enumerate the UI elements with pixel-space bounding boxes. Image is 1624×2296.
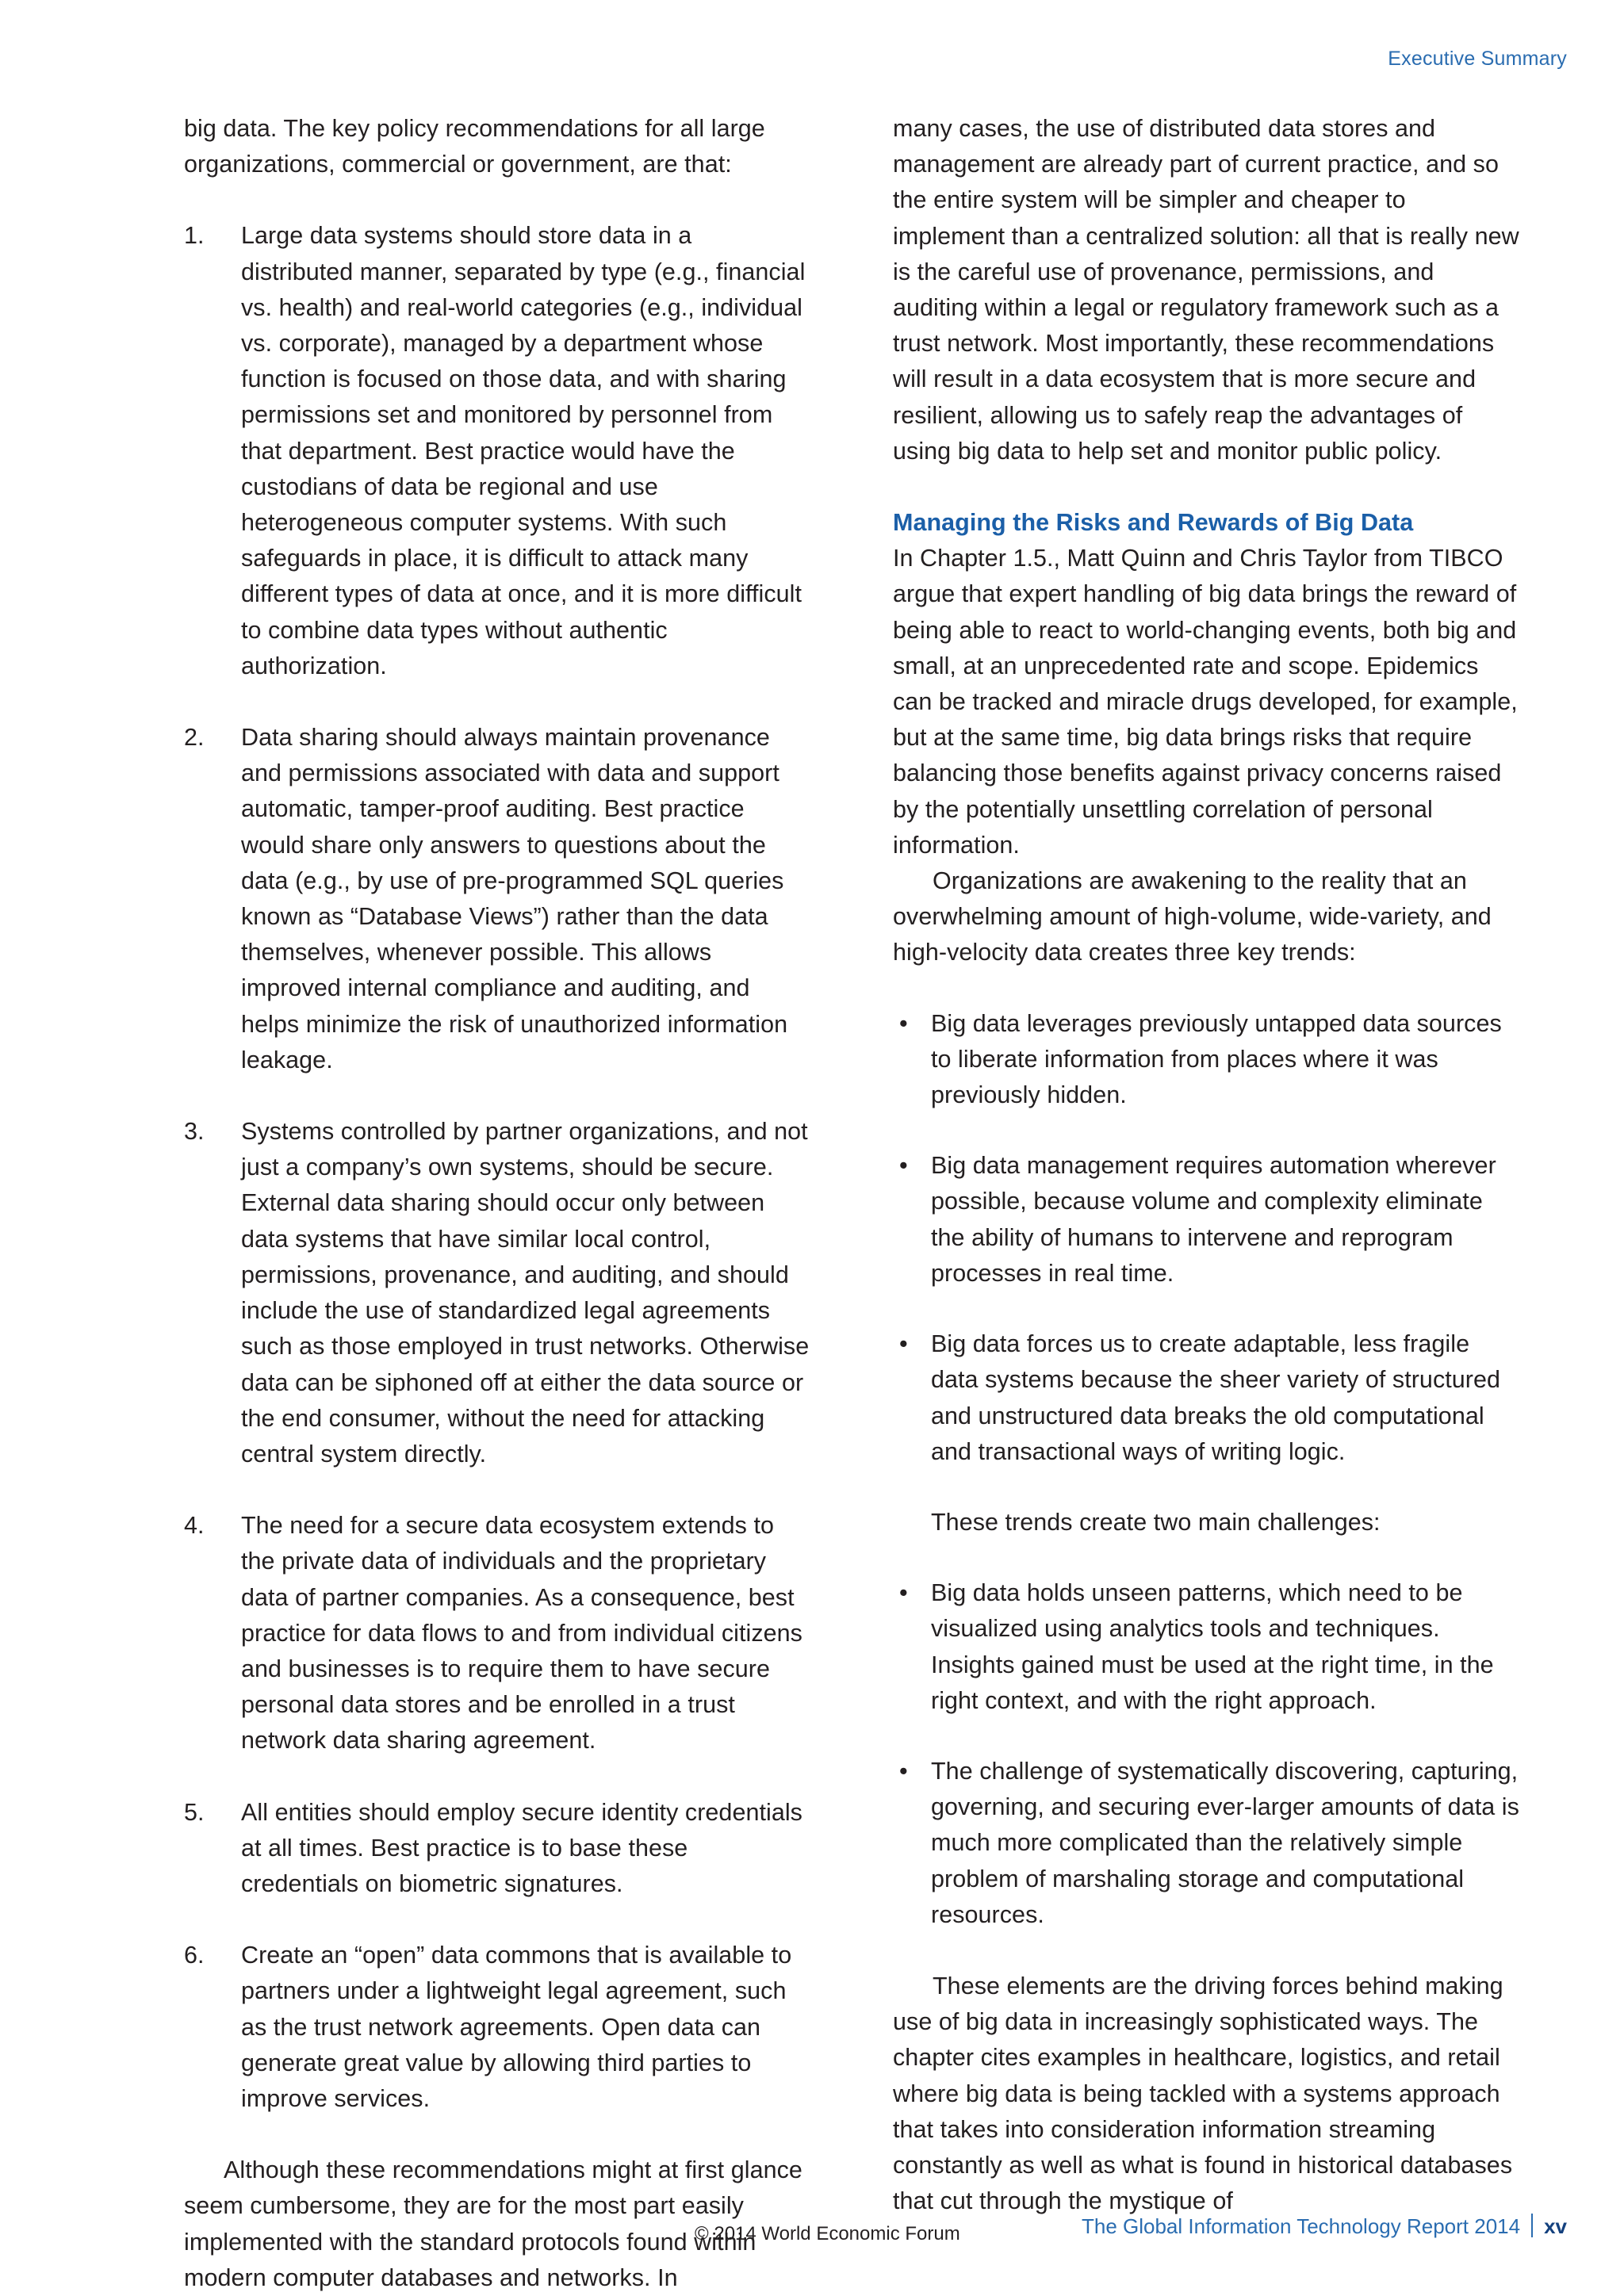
recommendation-item xyxy=(184,1795,810,1903)
challenge-text: The challenge of systematically discovering, capturing, governing, and securing ever-larger amounts of data is much more complicated than the relatively simple problem of marshaling storage and computational resources. xyxy=(931,1757,1519,1928)
trends-lead-paragraph: Organizations are awakening to the reality that an overwhelming amount of high-volume, wide-variety, and high-velocity data creates three key trends: xyxy=(893,867,1492,966)
recommendation-number: 5. xyxy=(184,1798,205,1826)
right-column xyxy=(893,111,1519,2296)
recommendation-text: Systems controlled by partner organizations, and not just a company’s own systems, should be secure. External data sharing should occur only between data systems that have similar local control, permissions, provenance, and auditing, and should include the use of standardized legal agreements such as those employed in trust networks. Otherwise data can be siphoned off at either the data source or the end consumer, without the need for attacking central system directly. xyxy=(241,1118,810,1468)
copyright-notice: © 2014 World Economic Forum xyxy=(695,2223,960,2244)
right-continuation-paragraph: many cases, the use of distributed data stores and management are already part of current practice, and so the entire system will be simpler and cheaper to implement than a centralized solution: all that is really new is the careful use of provenance, permissions, and auditing within a legal or regulatory framework such as a trust network. Most importantly, these recommendations will result in a data ecosystem that is more secure and resilient, allowing us to safely reap the advantages of using big data to help set and monitor public policy. xyxy=(893,115,1519,465)
left-closing-paragraph: Although these recommendations might at first glance seem cumbersome, they are for the most part easily implemented with the standard protocols found within modern computer databases and networks. In xyxy=(184,2156,802,2291)
trend-text: Big data leverages previously untapped data sources to liberate information from places where it was previously hidden. xyxy=(931,1009,1502,1109)
bullet-icon: • xyxy=(899,1152,908,1180)
recommendation-item xyxy=(184,218,810,684)
page-number: xv xyxy=(1544,2214,1567,2238)
recommendation-text: Data sharing should always maintain provenance and permissions associated with data and support automatic, tamper-proof auditing. Best practice would share only answers to questions about the data (e.g., by use of pre-programmed SQL queries known as “Database Views”) rather than the data themselves, whenever possible. This allows improved internal compliance and auditing, and helps minimize the risk of unauthorized information leakage. xyxy=(241,724,788,1073)
list-item xyxy=(893,1326,1519,1470)
recommendation-text: Create an “open” data commons that is available to partners under a lightweight legal agreement, such as the trust network agreements. Open data can generate great value by allowing third parties to improve services. xyxy=(241,1942,792,2112)
list-item xyxy=(893,1754,1519,1933)
recommendation-item xyxy=(184,1938,810,2117)
section-intro-paragraph: In Chapter 1.5., Matt Quinn and Chris Taylor from TIBCO argue that expert handling of big data brings the reward of being able to react to world-changing events, both big and small, at an unprecedented rate and scope. Epidemics can be tracked and miracle drugs developed, for example, but at the same time, big data brings risks that require balancing those benefits against privacy concerns raised by the potentially unsettling correlation of personal information. xyxy=(893,545,1518,859)
left-intro-paragraph: big data. The key policy recommendations for all large organizations, commercial or government, are that: xyxy=(184,115,765,178)
trend-text: Big data management requires automation wherever possible, because volume and complexity eliminate the ability of humans to intervene and reprogram processes in real time. xyxy=(931,1152,1496,1287)
page-footer xyxy=(0,2198,1624,2245)
report-title: The Global Information Technology Report 2014 xyxy=(1081,2214,1521,2238)
recommendation-number: 2. xyxy=(184,724,205,752)
recommendation-text: The need for a secure data ecosystem extends to the private data of individuals and the proprietary data of partner companies. As a consequence, best practice for data flows to and from individual citizens and businesses is to require them to have secure personal data stores and be enrolled in a trust network data sharing agreement. xyxy=(241,1512,802,1755)
bullet-icon: • xyxy=(899,1579,908,1607)
recommendation-number: 6. xyxy=(184,1942,205,1969)
list-item xyxy=(893,1575,1519,1719)
trend-text: Big data forces us to create adaptable, less fragile data systems because the sheer variety of structured and unstructured data breaks the old computational and transactional ways of writing logic. xyxy=(931,1330,1501,1465)
recommendation-number: 4. xyxy=(184,1512,205,1540)
bullet-icon: • xyxy=(899,1330,908,1358)
list-item xyxy=(893,1006,1519,1114)
running-head: Executive Summary xyxy=(1388,48,1567,70)
right-closing-paragraph: These elements are the driving forces behind making use of big data in increasingly sophisticated ways. The chapter cites examples in healthcare, logistics, and retail where big data is being tackled with a systems approach that takes into consideration information streaming constantly as well as what is found in historical databases that cut through the mystique of xyxy=(893,1972,1513,2215)
recommendation-text: All entities should employ secure identity credentials at all times. Best practice is to base these credentials on biometric signatures. xyxy=(241,1798,802,1897)
section-heading-managing-risks: Managing the Risks and Rewards of Big Data xyxy=(893,509,1414,537)
two-column-body xyxy=(184,111,1519,2296)
recommendations-list xyxy=(184,218,810,2117)
recommendation-item xyxy=(184,1114,810,1472)
bullet-icon: • xyxy=(899,1757,908,1785)
challenges-lead-paragraph: These trends create two main challenges: xyxy=(931,1508,1381,1536)
key-trends-list xyxy=(893,1006,1519,1470)
bullet-icon: • xyxy=(899,1009,908,1037)
recommendation-item xyxy=(184,720,810,1078)
recommendation-text: Large data systems should store data in a distributed manner, separated by type (e.g., financial vs. health) and real-world categories (e.g., individual vs. corporate), managed by a department whose function is focused on those data, and with sharing permissions set and monitored by personnel from that department. Best practice would have the custodians of data be regional and use heterogeneous computer systems. With such safeguards in place, it is difficult to attack many different types of data at once, and it is more difficult to combine data types without authentic authorization. xyxy=(241,222,806,679)
footer-divider xyxy=(1531,2214,1533,2237)
recommendation-number: 3. xyxy=(184,1118,205,1146)
challenge-text: Big data holds unseen patterns, which need to be visualized using analytics tools and techniques. Insights gained must be used at the right time, in the right context, and with the right approach. xyxy=(931,1579,1494,1714)
recommendation-number: 1. xyxy=(184,222,205,250)
left-column xyxy=(184,111,810,2296)
list-item xyxy=(893,1148,1519,1292)
recommendation-item xyxy=(184,1508,810,1758)
challenges-list xyxy=(893,1575,1519,1933)
footer-right-group xyxy=(1082,2210,1567,2239)
